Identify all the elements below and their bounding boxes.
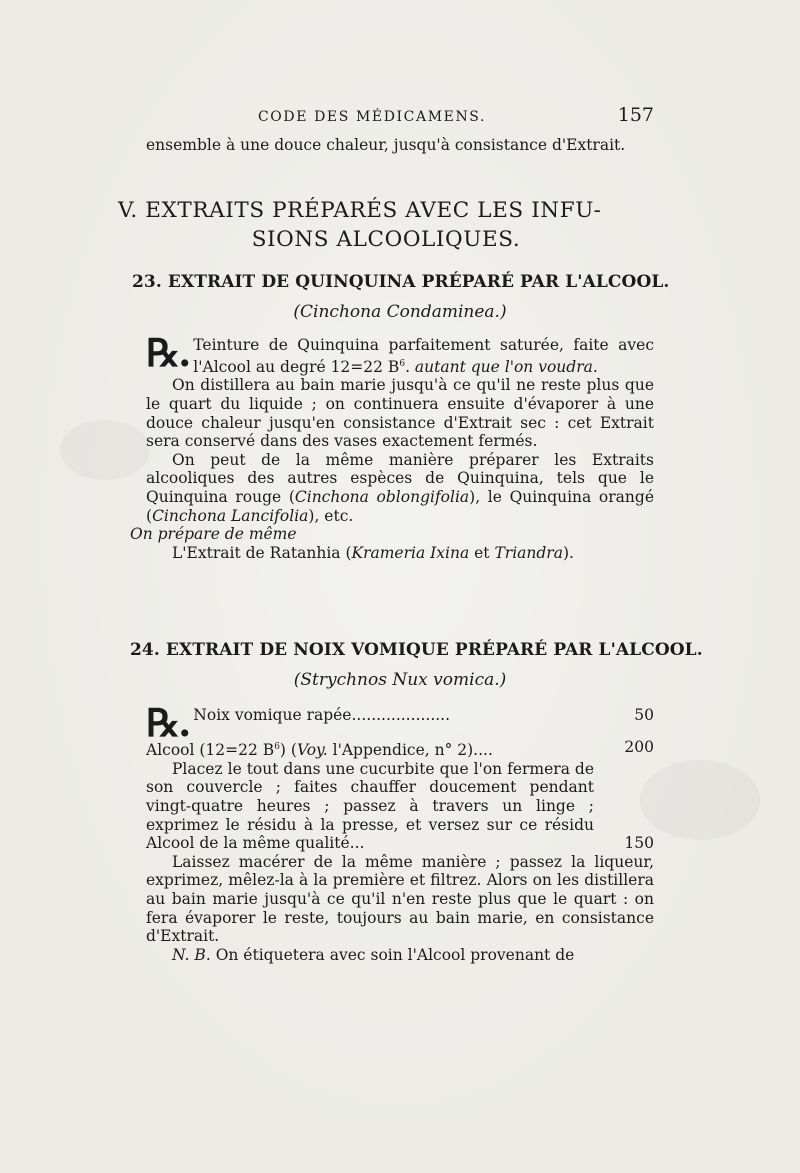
ingredient-quantity: 200 bbox=[624, 738, 654, 756]
ingredient-row bbox=[146, 700, 654, 745]
ingredient-quantity: 150 bbox=[624, 834, 654, 853]
article-23-rx-text: Teinture de Quinquina parfaitement saturée, faite avec l'Alcool au degré 12=22 B bbox=[193, 336, 654, 376]
article-23-body bbox=[130, 330, 654, 562]
article-23-also-note: On prépare de même bbox=[130, 525, 297, 544]
recipe-symbol-icon: ℞. bbox=[146, 330, 190, 375]
article-23-title: 23. EXTRAIT DE QUINQUINA PRÉPARÉ PAR L'ALCOOL. bbox=[132, 272, 670, 292]
ingredient-label: ℞. Noix vomique rapée.................... bbox=[146, 700, 451, 745]
article-24-subtitle: (Strychnos Nux vomica.) bbox=[293, 670, 507, 690]
continuation-paragraph bbox=[146, 136, 654, 155]
page-number: 157 bbox=[617, 104, 654, 126]
page-header bbox=[258, 104, 654, 126]
ingredient-label: Alcool (12=22 $B^6$) (Voy. l'Appendice, n° 2).... bbox=[146, 741, 493, 760]
ingredient-quantity: 50 bbox=[634, 706, 654, 724]
article-23-rx-tail: autant que l'on voudra. bbox=[414, 357, 598, 376]
article-23-paragraph-1: On distillera au bain marie jusqu'à ce qu'il ne reste plus que le quart du liquide ; on continuera ensuite d'évaporer à une douce chaleur jusqu'en consistance d'Extrait sec : cet Extrait sera conservé dans des vases exactement fermés. bbox=[146, 376, 654, 451]
article-23-subtitle: (Cinchona Condaminea.) bbox=[293, 302, 507, 322]
article-24-body bbox=[146, 700, 654, 964]
article-23-ratanhia: L'Extrait de Ratanhia (Krameria Ixina et Triandra). bbox=[172, 543, 574, 562]
section-title bbox=[118, 196, 654, 254]
paper-stain bbox=[60, 420, 150, 480]
article-24-paragraph-1: Placez le tout dans une cucurbite que l'on fermera de son couvercle ; faites chauffer doucement pendant vingt-quatre heures ; passez à travers un linge ; exprimez le résidu à la presse, et versez sur ce résidu Alcool de la même qualité... 150 bbox=[146, 759, 654, 853]
article-24-paragraph-2: Laissez macérer de la même manière ; passez la liqueur, exprimez, mêlez-la à la première et filtrez. Alors on les distillera au bain marie jusqu'à ce qu'il n'en reste plus que le quart : on fera évaporer le reste, toujours au bain marie, en consistance d'Extrait. bbox=[146, 852, 654, 946]
paper-stain bbox=[640, 760, 760, 840]
article-24-title: 24. EXTRAIT DE NOIX VOMIQUE PRÉPARÉ PAR L'ALCOOL. bbox=[130, 640, 703, 660]
continuation-text: ensemble à une douce chaleur, jusqu'à consistance d'Extrait. bbox=[146, 136, 626, 154]
article-23-paragraph-2: On peut de la même manière préparer les Extraits alcooliques des autres espèces de Quinquina, tels que le Quinquina rouge (Cinchona oblongifolia), le Quinquina orangé (Cinchona Lancifolia), etc. bbox=[146, 450, 654, 525]
article-23-recipe: ℞. Teinture de Quinquina parfaitement saturée, faite avec l'Alcool au degré 12=22 $B^6$. autant que l'on voudra. bbox=[146, 330, 654, 376]
recipe-symbol-icon: ℞. bbox=[146, 700, 190, 745]
section-title-line1: V. EXTRAITS PRÉPARÉS AVEC LES INFU- bbox=[118, 198, 602, 223]
running-title: CODE DES MÉDICAMENS. bbox=[258, 109, 487, 125]
ingredient-row bbox=[146, 738, 654, 760]
article-24-nb: N. B. On étiquetera avec soin l'Alcool provenant de bbox=[172, 945, 575, 964]
section-title-line2: SIONS ALCOOLIQUES. bbox=[251, 227, 521, 252]
